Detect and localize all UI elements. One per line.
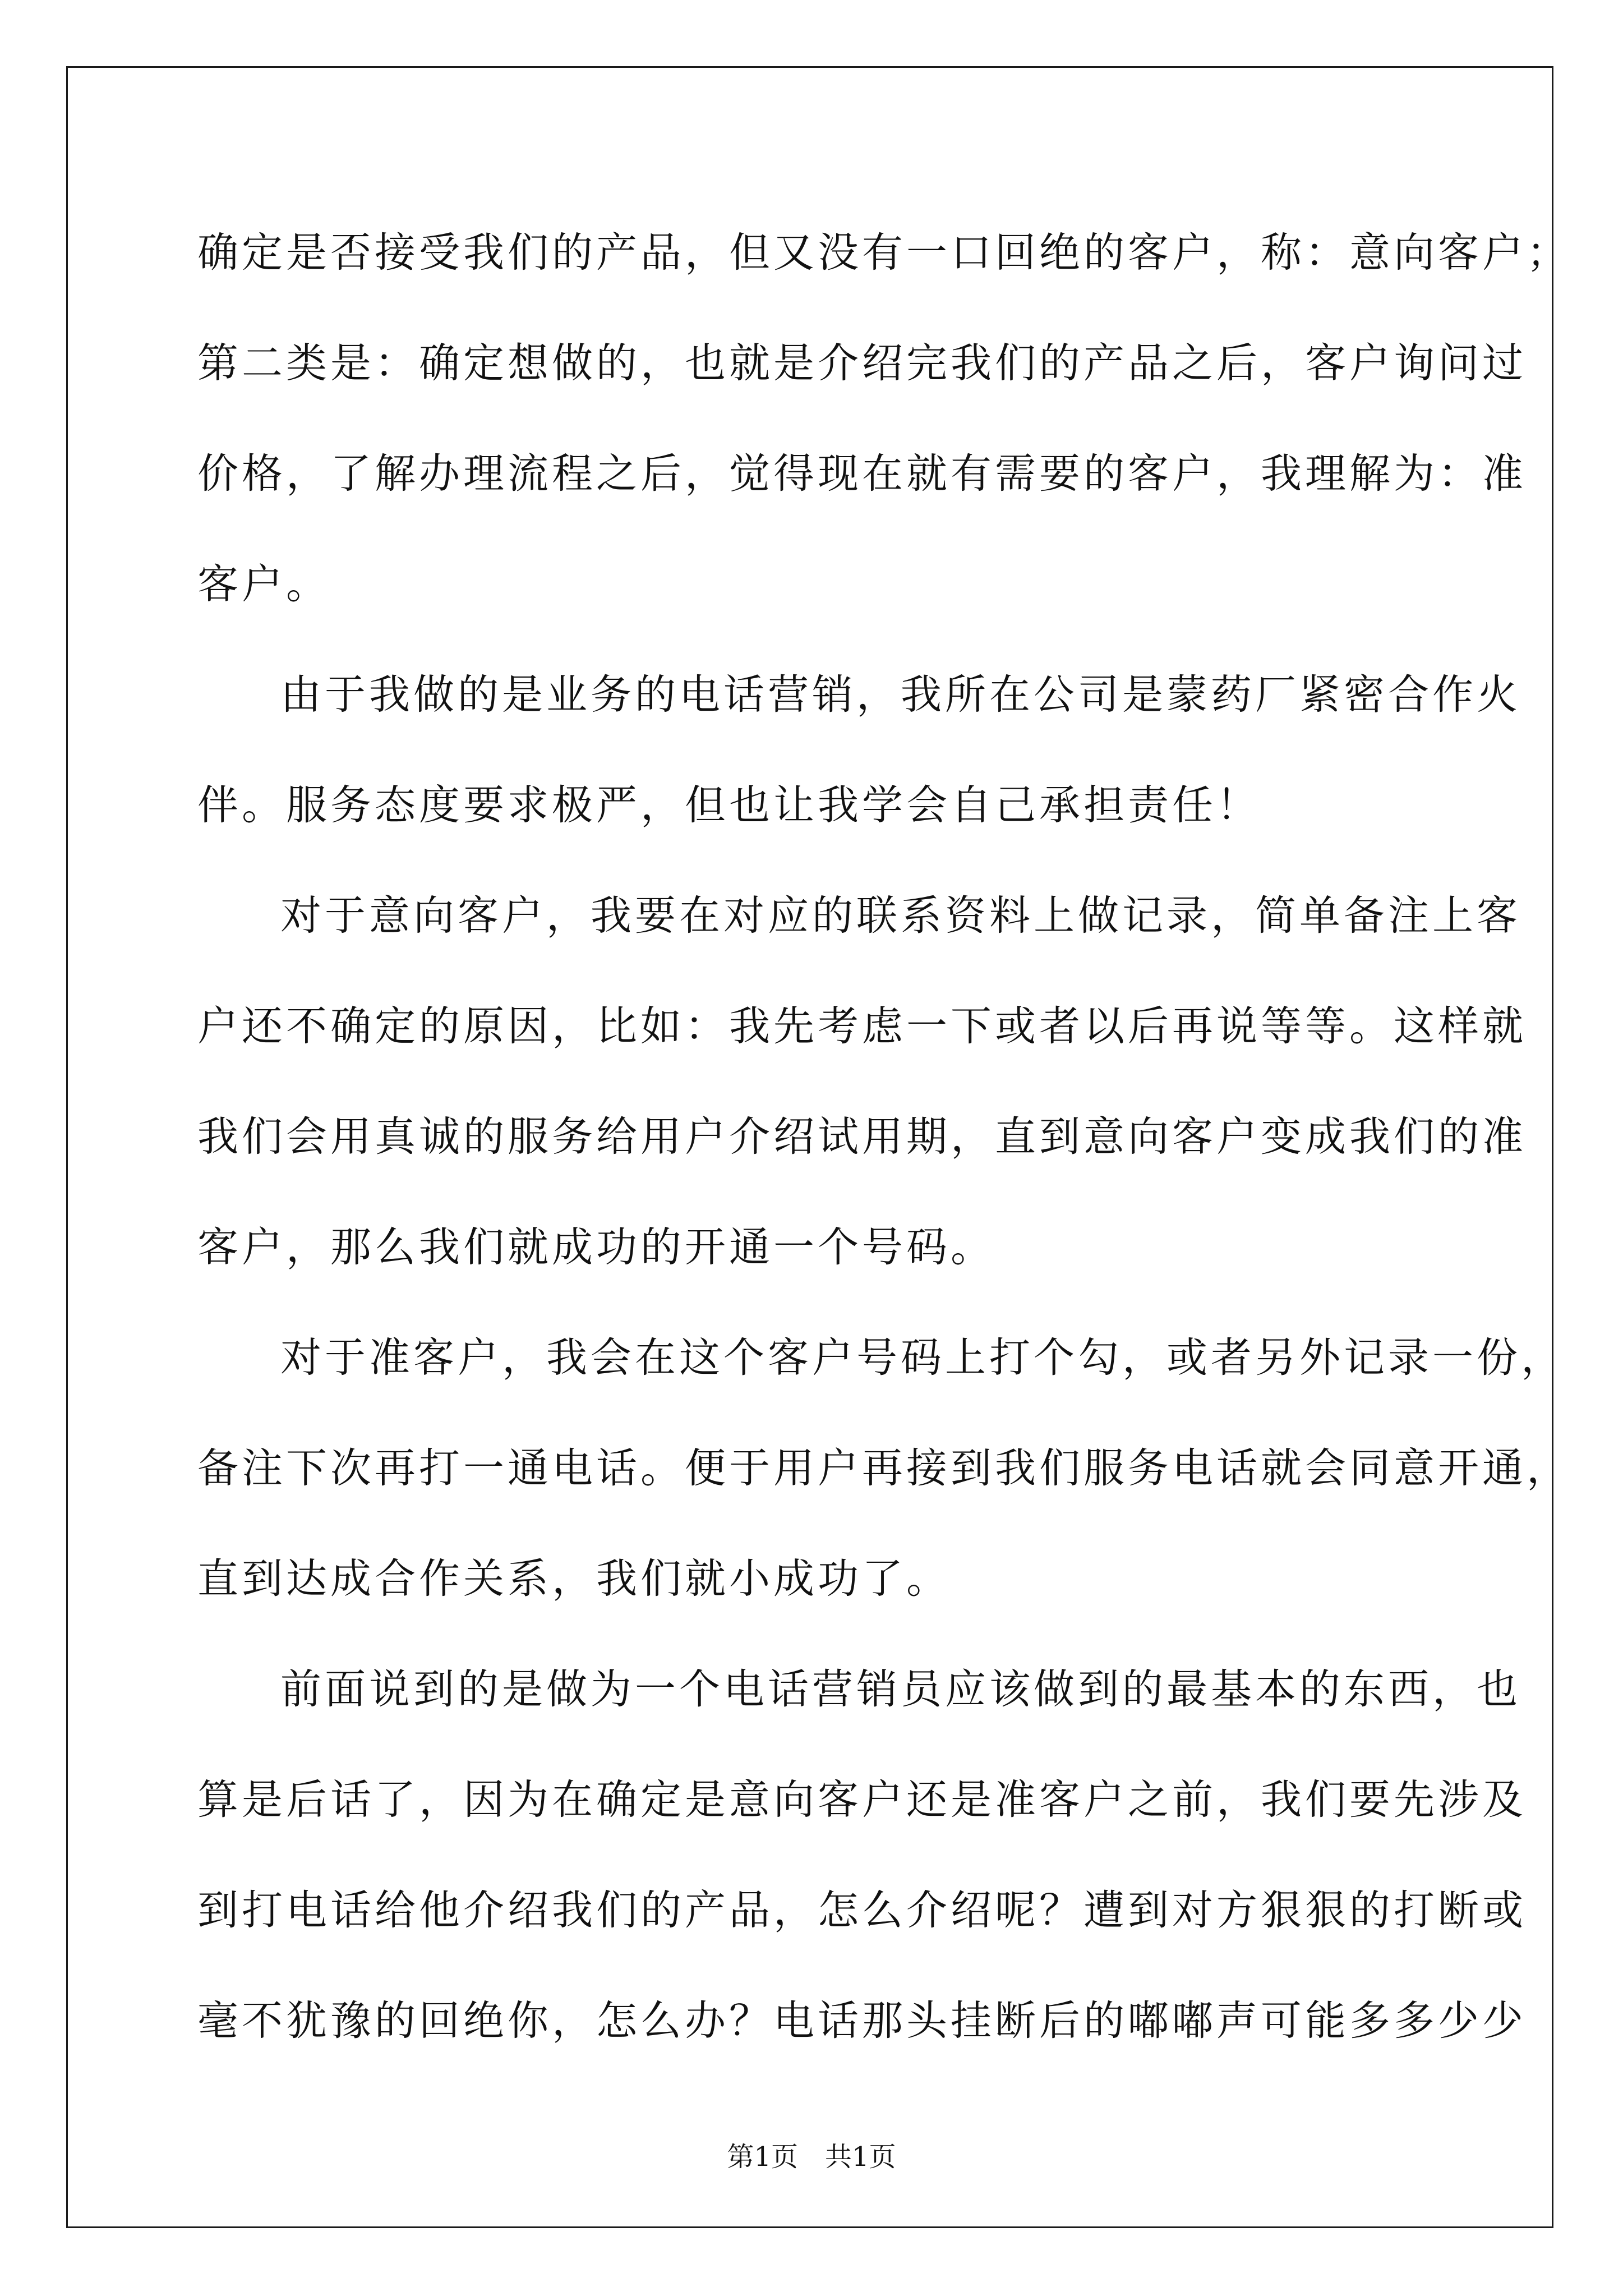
text-line: 对于意向客户，我要在对应的联系资料上做记录，简单备注上客: [280, 892, 1521, 940]
paragraph-4: [197, 1303, 1571, 1634]
text-line: 第二类是：确定想做的，也就是介绍完我们的产品之后，客户询问过: [197, 339, 1527, 387]
text-line: 直到达成合作关系，我们就小成功了。: [197, 1555, 951, 1603]
text-line: 毫不犹豫的回绝你，怎么办？电话那头挂断后的嘟嘟声可能多多少少: [197, 1997, 1527, 2045]
text-line: 客户。: [197, 560, 330, 608]
text-line: 伴。服务态度要求极严，但也让我学会自己承担责任！: [197, 781, 1261, 829]
text-line: 对于准客户，我会在这个客户号码上打个勾，或者另外记录一份，: [280, 1334, 1565, 1382]
document-body: [197, 197, 1571, 2076]
page-footer: [0, 2140, 1623, 2174]
text-line: 我们会用真诚的服务给用户介绍试用期，直到意向客户变成我们的准: [197, 1113, 1527, 1161]
text-line: 到打电话给他介绍我们的产品，怎么介绍呢？遭到对方狠狠的打断或: [197, 1887, 1527, 1934]
paragraph-3: [197, 861, 1527, 1303]
page-number: 第1页: [727, 2141, 798, 2173]
text-line: 确定是否接受我们的产品，但又没有一口回绝的客户，称：意向客户；: [197, 229, 1571, 277]
text-line: 前面说到的是做为一个电话营销员应该做到的最基本的东西，也: [280, 1665, 1521, 1713]
page-total: 共1页: [825, 2141, 896, 2173]
text-line: 户还不确定的原因，比如：我先考虑一下或者以后再说等等。这样就: [197, 1002, 1527, 1050]
text-line: 由于我做的是业务的电话营销，我所在公司是蒙药厂紧密合作火: [280, 671, 1521, 719]
text-line: 算是后话了，因为在确定是意向客户还是准客户之前，我们要先涉及: [197, 1776, 1527, 1824]
text-line: 客户，那么我们就成功的开通一个号码。: [197, 1223, 995, 1271]
paragraph-2: [197, 639, 1521, 861]
paragraph-5: [197, 1634, 1527, 2076]
text-line: 价格，了解办理流程之后，觉得现在就有需要的客户，我理解为：准: [197, 450, 1527, 498]
text-line: 备注下次再打一通电话。便于用户再接到我们服务电话就会同意开通，: [197, 1444, 1571, 1492]
paragraph-1: [197, 197, 1571, 639]
